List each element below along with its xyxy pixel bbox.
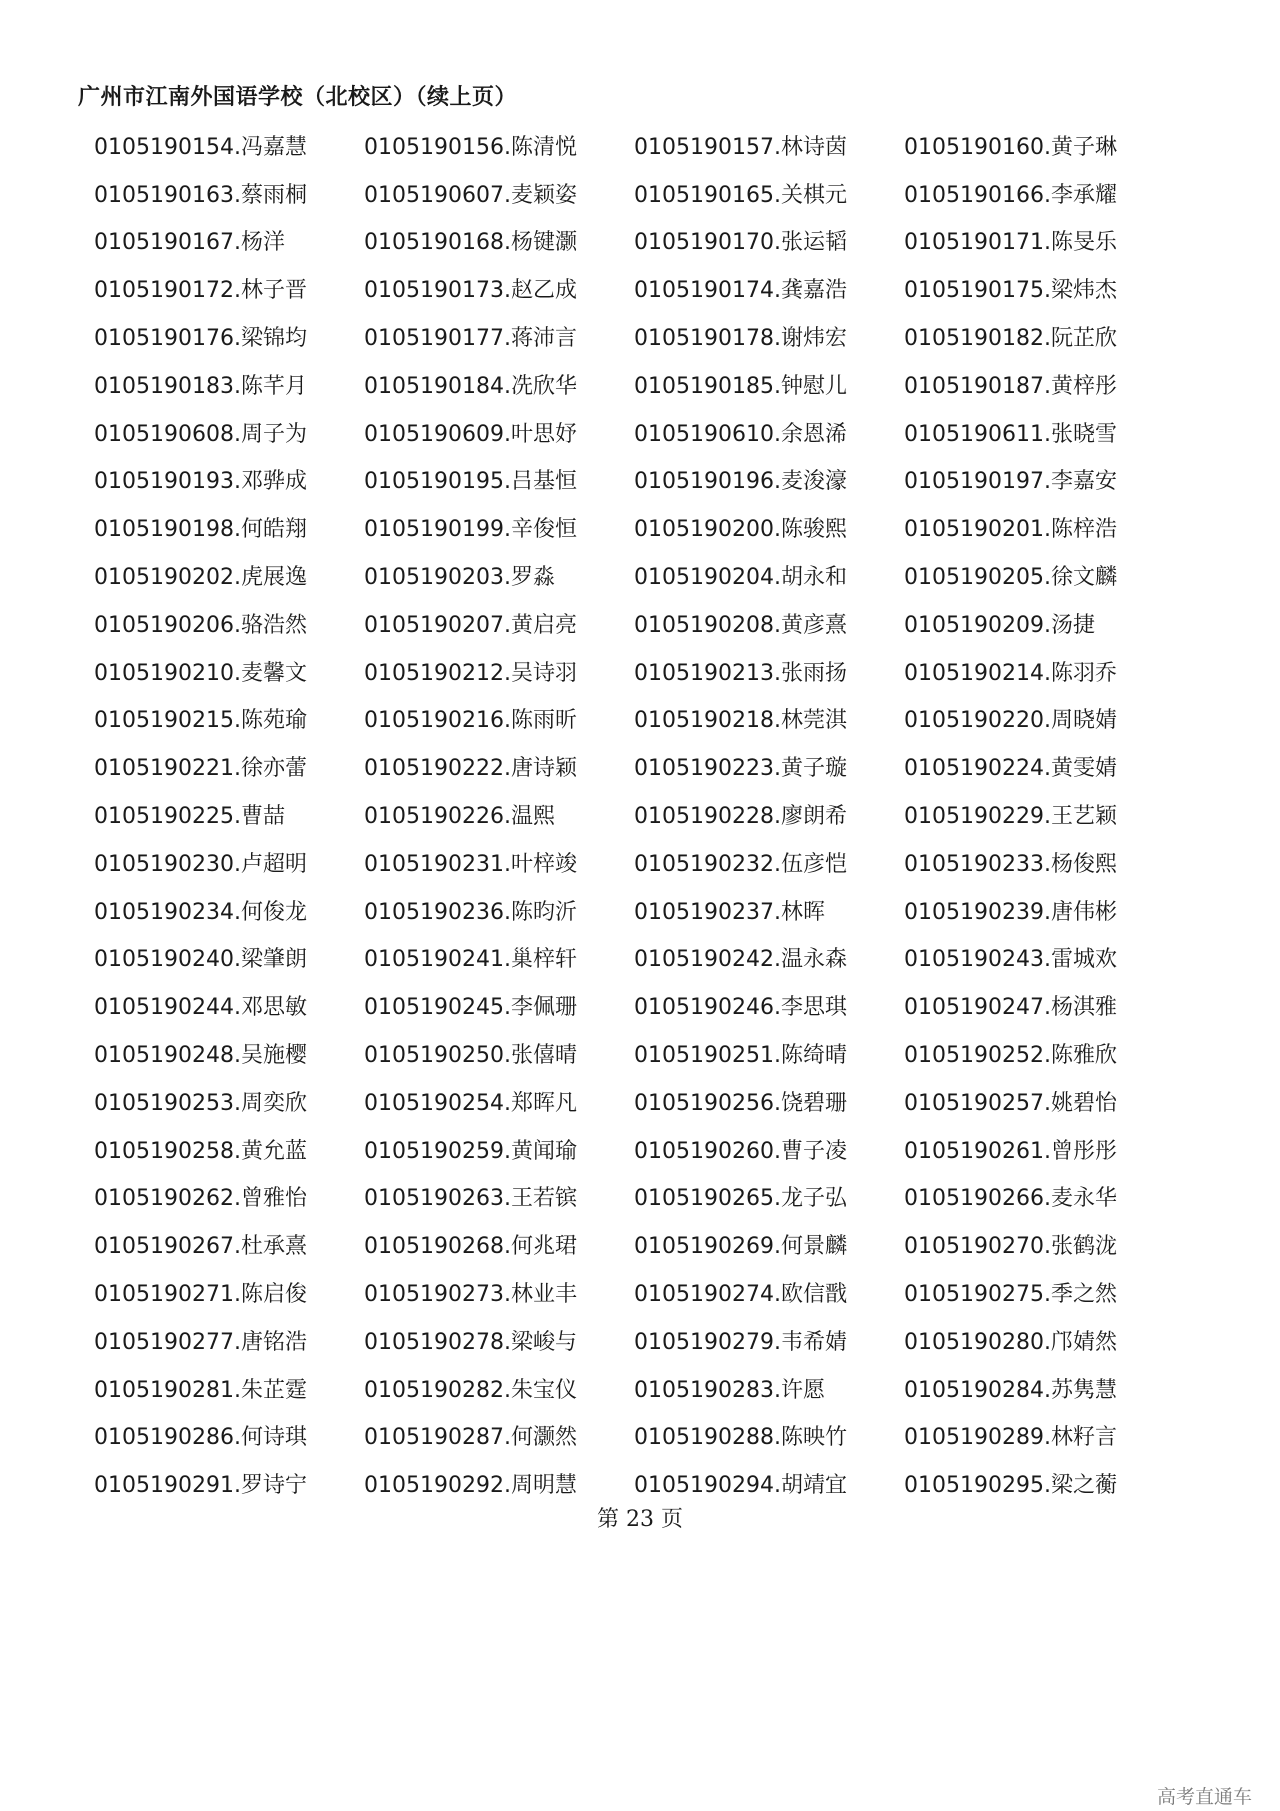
student-entry: 0105190262.曾雅怡 xyxy=(94,1186,307,1212)
student-entry: 0105190608.周子为 xyxy=(94,421,307,447)
watermark: 高考直通车 xyxy=(1156,1786,1252,1808)
student-entry: 0105190286.何诗琪 xyxy=(94,1425,307,1451)
student-entry: 0105190295.梁之蘅 xyxy=(904,1473,1117,1499)
page-title: 广州市江南外国语学校（北校区）（续上页） xyxy=(78,85,518,110)
student-entry: 0105190237.林晖 xyxy=(634,899,825,925)
student-entry: 0105190176.梁锦均 xyxy=(94,326,307,352)
student-entry: 0105190261.曾彤彤 xyxy=(904,1138,1117,1164)
student-entry: 0105190236.陈昀沂 xyxy=(364,899,577,925)
student-entry: 0105190283.许愿 xyxy=(634,1377,825,1403)
student-entry: 0105190284.苏隽慧 xyxy=(904,1377,1117,1403)
student-entry: 0105190160.黄子琳 xyxy=(904,134,1117,160)
student-entry: 0105190256.饶碧珊 xyxy=(634,1090,847,1116)
student-entry: 0105190154.冯嘉慧 xyxy=(94,134,307,160)
student-entry: 0105190173.赵乙成 xyxy=(364,278,577,304)
student-entry: 0105190183.陈芊月 xyxy=(94,373,307,399)
student-entry: 0105190274.欧信戬 xyxy=(634,1282,847,1308)
student-entry: 0105190222.唐诗颖 xyxy=(364,756,577,782)
student-entry: 0105190277.唐铭浩 xyxy=(94,1329,307,1355)
student-entry: 0105190259.黄闻瑜 xyxy=(364,1138,577,1164)
student-entry: 0105190228.廖朗希 xyxy=(634,804,847,830)
student-entry: 0105190270.张鹤泷 xyxy=(904,1234,1117,1260)
student-entry: 0105190291.罗诗宁 xyxy=(94,1473,307,1499)
student-entry: 0105190202.虎展逸 xyxy=(94,565,307,591)
student-entry: 0105190204.胡永和 xyxy=(634,565,847,591)
student-entry: 0105190182.阮芷欣 xyxy=(904,326,1117,352)
student-entry: 0105190156.陈清悦 xyxy=(364,134,577,160)
student-entry: 0105190206.骆浩然 xyxy=(94,612,307,638)
student-entry: 0105190199.辛俊恒 xyxy=(364,517,577,543)
student-entry: 0105190242.温永森 xyxy=(634,947,847,973)
student-entry: 0105190258.黄允蓝 xyxy=(94,1138,307,1164)
student-entry: 0105190248.吴施樱 xyxy=(94,1043,307,1069)
student-entry: 0105190197.李嘉安 xyxy=(904,469,1117,495)
student-entry: 0105190244.邓思敏 xyxy=(94,995,307,1021)
page-number: 第 23 页 xyxy=(597,1507,683,1532)
student-entry: 0105190218.林莞淇 xyxy=(634,708,847,734)
student-entry: 0105190241.巢梓轩 xyxy=(364,947,577,973)
student-entry: 0105190251.陈绮晴 xyxy=(634,1043,847,1069)
student-entry: 0105190280.邝婧然 xyxy=(904,1329,1117,1355)
student-entry: 0105190198.何皓翔 xyxy=(94,517,307,543)
student-entry: 0105190216.陈雨昕 xyxy=(364,708,577,734)
student-entry: 0105190234.何俊龙 xyxy=(94,899,307,925)
student-entry: 0105190203.罗淼 xyxy=(364,565,555,591)
student-entry: 0105190287.何灏然 xyxy=(364,1425,577,1451)
student-entry: 0105190170.张运韬 xyxy=(634,230,847,256)
student-entry: 0105190231.叶梓竣 xyxy=(364,851,577,877)
student-entry: 0105190610.余恩浠 xyxy=(634,421,847,447)
student-entry: 0105190200.陈骏熙 xyxy=(634,517,847,543)
student-entry: 0105190294.胡靖宜 xyxy=(634,1473,847,1499)
student-entry: 0105190288.陈映竹 xyxy=(634,1425,847,1451)
student-entry: 0105190220.周晓婧 xyxy=(904,708,1117,734)
student-entry: 0105190178.谢炜宏 xyxy=(634,326,847,352)
student-entry: 0105190171.陈旻乐 xyxy=(904,230,1117,256)
student-entry: 0105190289.林籽言 xyxy=(904,1425,1117,1451)
student-entry: 0105190282.朱宝仪 xyxy=(364,1377,577,1403)
student-entry: 0105190609.叶思妤 xyxy=(364,421,577,447)
student-entry: 0105190278.梁峻与 xyxy=(364,1329,577,1355)
student-entry: 0105190167.杨洋 xyxy=(94,230,285,256)
student-entry: 0105190213.张雨扬 xyxy=(634,660,847,686)
student-entry: 0105190174.龚嘉浩 xyxy=(634,278,847,304)
student-entry: 0105190250.张僖晴 xyxy=(364,1043,577,1069)
student-entry: 0105190208.黄彦熹 xyxy=(634,612,847,638)
student-entry: 0105190214.陈羽乔 xyxy=(904,660,1117,686)
student-entry: 0105190269.何景麟 xyxy=(634,1234,847,1260)
student-entry: 0105190205.徐文麟 xyxy=(904,565,1117,591)
student-entry: 0105190175.梁炜杰 xyxy=(904,278,1117,304)
student-entry: 0105190226.温熙 xyxy=(364,804,555,830)
student-entry: 0105190225.曹喆 xyxy=(94,804,285,830)
student-entry: 0105190607.麦颖姿 xyxy=(364,182,577,208)
student-roster xyxy=(94,124,1214,1510)
student-entry: 0105190253.周奕欣 xyxy=(94,1090,307,1116)
student-entry: 0105190232.伍彦恺 xyxy=(634,851,847,877)
student-entry: 0105190207.黄启亮 xyxy=(364,612,577,638)
student-entry: 0105190233.杨俊熙 xyxy=(904,851,1117,877)
student-entry: 0105190184.冼欣华 xyxy=(364,373,577,399)
student-entry: 0105190247.杨淇雅 xyxy=(904,995,1117,1021)
student-entry: 0105190196.麦浚濠 xyxy=(634,469,847,495)
student-entry: 0105190271.陈启俊 xyxy=(94,1282,307,1308)
student-entry: 0105190168.杨键灏 xyxy=(364,230,577,256)
student-entry: 0105190246.李思琪 xyxy=(634,995,847,1021)
student-entry: 0105190157.林诗茵 xyxy=(634,134,847,160)
student-entry: 0105190212.吴诗羽 xyxy=(364,660,577,686)
student-entry: 0105190281.朱芷霆 xyxy=(94,1377,307,1403)
student-entry: 0105190263.王若镔 xyxy=(364,1186,577,1212)
student-entry: 0105190611.张晓雪 xyxy=(904,421,1117,447)
student-entry: 0105190201.陈梓浩 xyxy=(904,517,1117,543)
student-entry: 0105190273.林业丰 xyxy=(364,1282,577,1308)
student-entry: 0105190221.徐亦蕾 xyxy=(94,756,307,782)
student-entry: 0105190230.卢超明 xyxy=(94,851,307,877)
student-entry: 0105190210.麦馨文 xyxy=(94,660,307,686)
student-entry: 0105190193.邓骅成 xyxy=(94,469,307,495)
student-entry: 0105190252.陈雅欣 xyxy=(904,1043,1117,1069)
student-entry: 0105190177.蒋沛言 xyxy=(364,326,577,352)
student-entry: 0105190209.汤捷 xyxy=(904,612,1095,638)
student-entry: 0105190239.唐伟彬 xyxy=(904,899,1117,925)
student-entry: 0105190215.陈苑瑜 xyxy=(94,708,307,734)
student-entry: 0105190254.郑晖凡 xyxy=(364,1090,577,1116)
student-entry: 0105190292.周明慧 xyxy=(364,1473,577,1499)
student-entry: 0105190260.曹子凌 xyxy=(634,1138,847,1164)
student-entry: 0105190266.麦永华 xyxy=(904,1186,1117,1212)
student-entry: 0105190163.蔡雨桐 xyxy=(94,182,307,208)
student-entry: 0105190243.雷城欢 xyxy=(904,947,1117,973)
student-entry: 0105190185.钟慰儿 xyxy=(634,373,847,399)
student-entry: 0105190165.关棋元 xyxy=(634,182,847,208)
student-entry: 0105190245.李佩珊 xyxy=(364,995,577,1021)
student-entry: 0105190257.姚碧怡 xyxy=(904,1090,1117,1116)
student-entry: 0105190195.吕基恒 xyxy=(364,469,577,495)
student-entry: 0105190187.黄梓彤 xyxy=(904,373,1117,399)
student-entry: 0105190267.杜承熹 xyxy=(94,1234,307,1260)
student-entry: 0105190265.龙子弘 xyxy=(634,1186,847,1212)
student-entry: 0105190240.梁肇朗 xyxy=(94,947,307,973)
student-entry: 0105190268.何兆珺 xyxy=(364,1234,577,1260)
student-entry: 0105190275.季之然 xyxy=(904,1282,1117,1308)
student-entry: 0105190166.李承耀 xyxy=(904,182,1117,208)
student-entry: 0105190224.黄雯婧 xyxy=(904,756,1117,782)
student-entry: 0105190279.韦希婧 xyxy=(634,1329,847,1355)
student-entry: 0105190223.黄子璇 xyxy=(634,756,847,782)
student-entry: 0105190172.林子晋 xyxy=(94,278,307,304)
student-entry: 0105190229.王艺颖 xyxy=(904,804,1117,830)
